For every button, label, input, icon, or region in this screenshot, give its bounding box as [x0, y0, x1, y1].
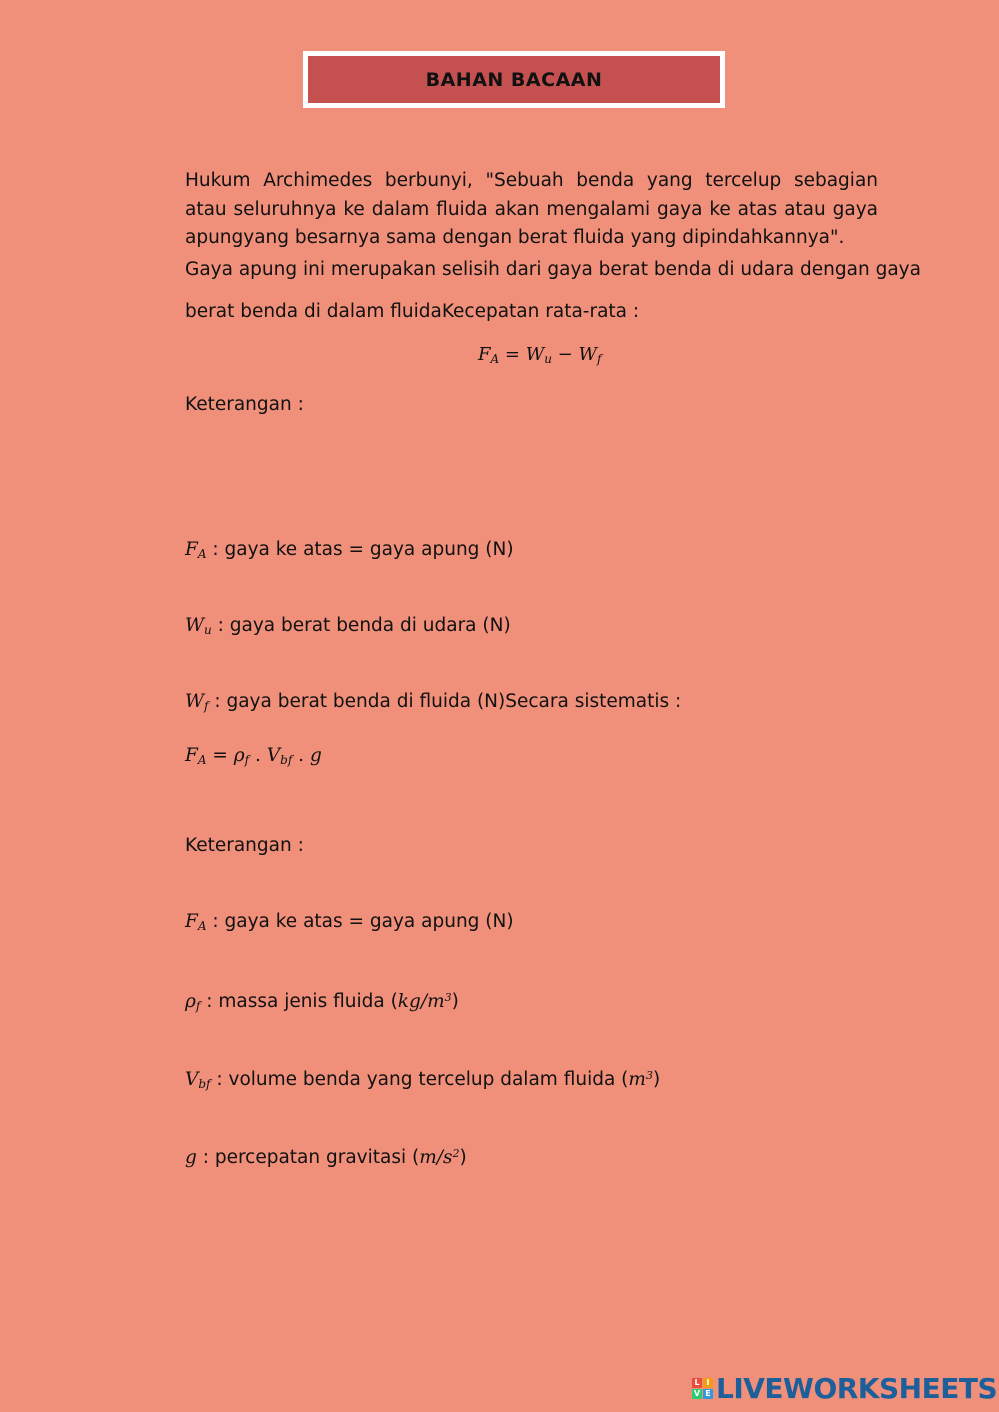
legend-text: : gaya ke atas = gaya apung (N) [206, 911, 514, 932]
logo-letter: V [693, 1389, 701, 1398]
intro-paragraph-1: Hukum Archimedes berbunyi, "Sebuah benda yang tercelup sebagian atau seluruhnya ke dalam fluida akan mengalami gaya ke atas atau gaya apungyang besarnya sama dengan berat fluida yang dipindahkannya". [185, 170, 878, 248]
legend-symbol-sub: f [204, 699, 209, 713]
legend-item-wf [185, 688, 681, 720]
legend-close: ) [459, 1147, 467, 1168]
legend-item-fa-1 [185, 536, 514, 568]
legend-symbol-sub: u [204, 623, 212, 637]
legend-unit-sup: 2 [452, 1147, 460, 1160]
formula2-dot: . [292, 745, 310, 766]
legend-item-rho [185, 984, 459, 1020]
legend-symbol-sub: bf [198, 1077, 211, 1091]
formula2-v: V [266, 745, 281, 766]
formula-buoyant-force-density [185, 742, 322, 774]
legend-unit-sup: 3 [645, 1069, 653, 1082]
keterangan-heading-1: Keterangan : [185, 394, 304, 415]
legend-symbol: W [185, 691, 205, 712]
formula1-w1-sub: u [544, 352, 552, 366]
legend-close: ) [652, 1069, 661, 1090]
formula1-eq: = [499, 344, 526, 365]
legend-symbol: W [185, 615, 205, 636]
formula2-v-sub: bf [280, 753, 293, 767]
legend-symbol: F [185, 911, 198, 932]
legend-symbol-sub: f [195, 999, 201, 1013]
formula-buoyant-force-difference [478, 344, 601, 366]
legend-symbol: ρ [185, 991, 196, 1012]
legend-symbol-sub: A [197, 919, 207, 933]
intro-paragraph-2-line-2: berat benda di dalam fluidaKecepatan rata-rata : [185, 301, 640, 322]
legend-symbol-sub: A [197, 547, 207, 561]
legend-text: : massa jenis fluida ( [200, 991, 398, 1012]
formula1-minus: − [551, 344, 579, 365]
legend-text: : percepatan gravitasi ( [196, 1147, 420, 1168]
logo-letter: E [703, 1389, 713, 1399]
legend-item-fa-2 [185, 908, 514, 940]
legend-text: : volume benda yang tercelup dalam fluida ( [210, 1069, 629, 1090]
logo-text: LIVEWORKSHEETS [716, 1372, 998, 1405]
formula1-lhs-sub: A [490, 352, 500, 366]
legend-text: : gaya berat benda di fluida (N)Secara sistematis : [208, 691, 682, 712]
intro-paragraph-2-line-1: Gaya apung ini merupakan selisih dari gaya berat benda di udara dengan gaya [185, 259, 921, 280]
liveworksheets-logo[interactable] [692, 1372, 997, 1405]
page-title: BAHAN BACAAN [308, 56, 720, 103]
legend-item-vbf [185, 1062, 660, 1098]
formula2-eq: = [206, 745, 234, 766]
legend-text: : gaya ke atas = gaya apung (N) [206, 539, 514, 560]
legend-item-wu [185, 612, 511, 644]
formula1-w2: W [578, 344, 597, 365]
legend-unit-sup: 3 [444, 991, 452, 1004]
formula1-w2-sub: f [597, 352, 602, 366]
formula2-rho-sub: f [244, 753, 250, 767]
title-box [303, 51, 725, 108]
formula1-lhs: F [478, 344, 491, 365]
formula2-lhs: F [185, 745, 198, 766]
formula2-dot: . [249, 745, 267, 766]
logo-letter: I [703, 1378, 713, 1388]
legend-text: : gaya berat benda di udara (N) [211, 615, 511, 636]
formula2-g: g [309, 745, 322, 766]
legend-unit: m/s [419, 1147, 453, 1168]
legend-symbol: g [185, 1147, 197, 1168]
legend-symbol: V [185, 1069, 199, 1090]
formula2-rho: ρ [233, 745, 245, 766]
legend-item-g [185, 1140, 467, 1172]
logo-letter: L [692, 1378, 702, 1388]
legend-unit: kg/m [397, 991, 445, 1012]
legend-symbol: F [185, 539, 198, 560]
legend-close: ) [451, 991, 459, 1012]
formula2-lhs-sub: A [197, 753, 207, 767]
keterangan-heading-2: Keterangan : [185, 835, 304, 856]
legend-unit: m [628, 1069, 646, 1090]
logo-mark-icon [692, 1378, 713, 1399]
formula1-w1: W [525, 344, 545, 365]
